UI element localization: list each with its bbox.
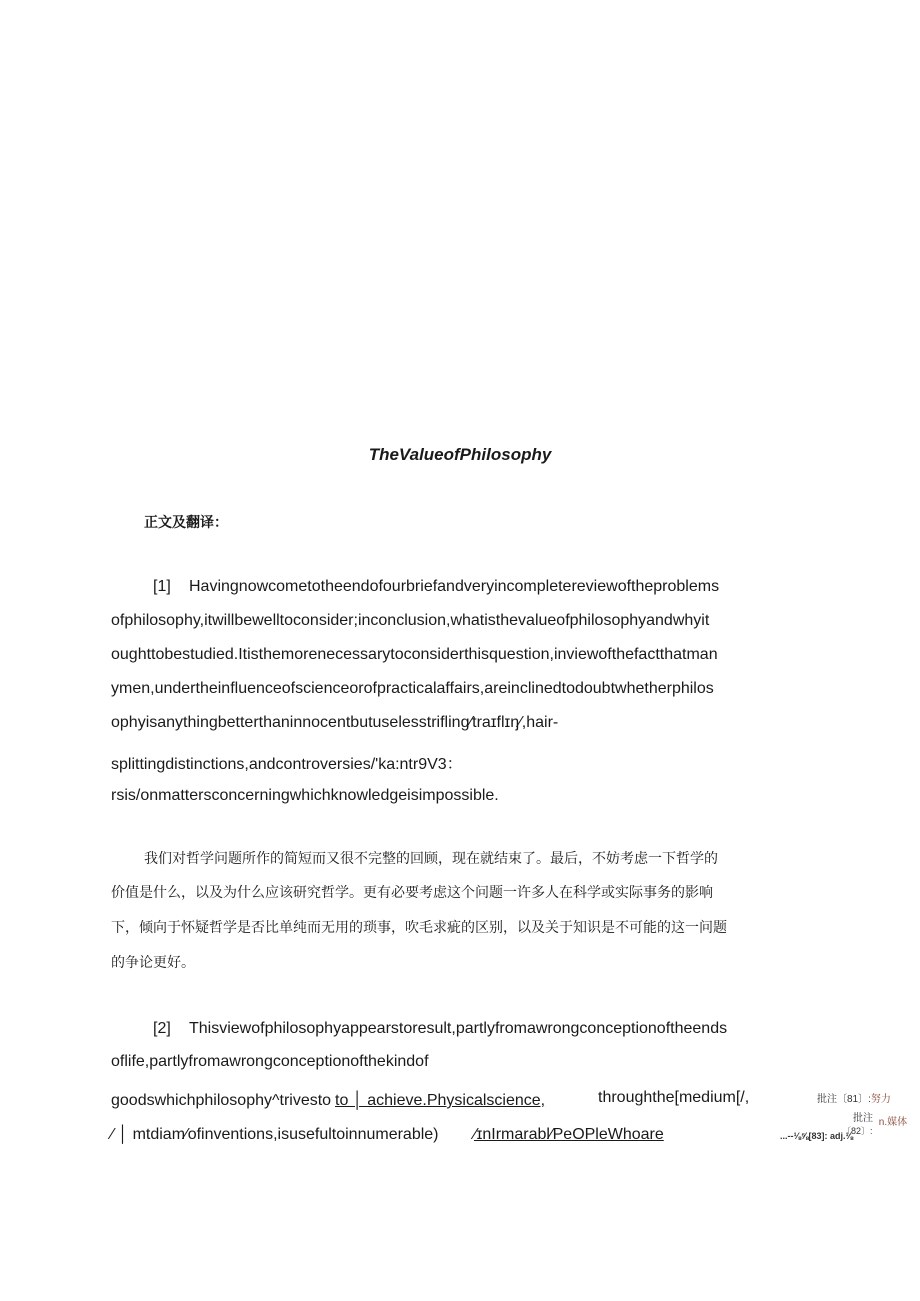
paragraph-line: ofphilosophy,itwillbewelltoconsider;inconclusion,whatisthevalueofphilosophyandwhyit <box>111 612 710 629</box>
paragraph-line: ophyisanythingbetterthaninnocentbutuselesstrifling⁄traɪflɪŋ⁄,hair- <box>111 714 559 731</box>
paragraph-line: goodswhichphilosophy^trivesto <box>111 1092 332 1109</box>
translation-line: 我们对哲学问题所作的简短而又很不完整的回顾，现在就结束了。最后，不妨考虑一下哲学的 <box>144 850 718 866</box>
margin-comment <box>817 1090 891 1105</box>
paragraph-line: oflife,partlyfromawrongconceptionofthekindof <box>111 1053 429 1070</box>
translation-line: 的争论更好。 <box>111 954 195 970</box>
margin-comment <box>853 1109 908 1128</box>
comment-value: n.媒体 <box>878 1117 908 1128</box>
translation-line: 价值是什么，以及为什么应该研究哲学。更有必要考虑这个问题一许多人在科学或实际事务的影响 <box>111 884 713 900</box>
paragraph-line: Thisviewofphilosophyappearstoresult,partlyfromawrongconceptionoftheends <box>189 1020 728 1037</box>
comment-label: 批注 <box>853 1113 873 1124</box>
paragraph-line: rsis/onmattersconcerningwhichknowledgeisimpossible. <box>111 787 499 804</box>
margin-comment: 〔82〕: <box>842 1126 873 1136</box>
paragraph-line: oughttobestudied.Itisthemorenecessarytoconsiderthisquestion,inviewofthefactthatman <box>111 646 718 663</box>
paragraph-line: throughthe[medium[/, <box>598 1089 750 1106</box>
translation-line: 下，倾向于怀疑哲学是否比单纯而无用的琐事，吹毛求疵的区别，以及关于知识是不可能的这一问题 <box>111 919 727 935</box>
paragraph-number: [1] <box>153 578 171 595</box>
annotated-phrase: to │ achieve.Physicalscience, <box>335 1092 546 1109</box>
paragraph-line: ymen,undertheinfluenceofscienceorofpracticalaffairs,areinclinedtodoubtwhetherphilos <box>111 680 714 697</box>
paragraph-line: Havingnowcometotheendofourbriefandveryincompletereviewoftheproblems <box>189 578 720 595</box>
margin-comment: ...--⅛⅝[83]: adj.⅛ <box>780 1131 854 1141</box>
section-heading: 正文及翻译： <box>144 514 228 530</box>
comment-value: 努力 <box>870 1094 891 1105</box>
paragraph-number: [2] <box>153 1020 171 1037</box>
paragraph-line: ⁄ │ mtdiam⁄ofinventions,isusefultoinnumerable) <box>111 1126 439 1143</box>
paragraph-line: splittingdistinctions,andcontroversies/'ka:ntr9V3： <box>111 756 463 773</box>
annotated-phrase: ⁄ɪnIrmarabl⁄PeOPleWhoare <box>474 1126 664 1143</box>
comment-label: 批注〔81〕: <box>817 1094 871 1105</box>
document-title: TheValueofPhilosophy <box>368 445 552 464</box>
